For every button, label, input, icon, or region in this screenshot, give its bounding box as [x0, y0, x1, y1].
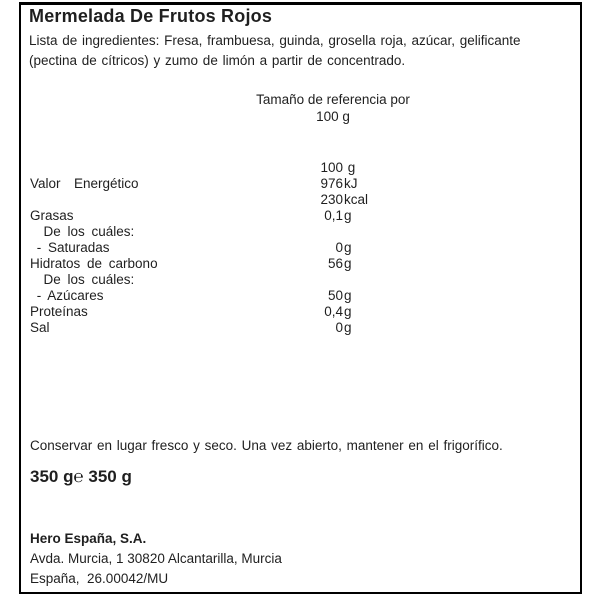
nutrition-table — [21, 160, 580, 336]
nutrient-amount: 976 — [320, 176, 343, 191]
reference-size-line1: Tamaño de referencia por — [256, 92, 410, 107]
nutrient-name: Hidratos de carbono — [30, 256, 158, 271]
nutrition-row-saturates — [21, 240, 580, 256]
ingredients-text: Lista de ingredientes: Fresa, frambuesa, guinda, grosella roja, azúcar, gelificante (pectina de cítricos) y zumo de limón a partir de concentrado. — [29, 33, 521, 68]
nutrition-column-header-row — [21, 160, 580, 176]
manufacturer-name: Hero España, S.A. — [30, 531, 147, 546]
reference-size-line2: 100 g — [316, 109, 350, 124]
nutrient-unit: g — [344, 160, 356, 175]
product-title: Mermelada De Frutos Rojos — [29, 6, 273, 26]
nutrition-row-of-which-1 — [21, 224, 580, 240]
nutrient-unit: g — [344, 256, 352, 271]
nutrient-amount: 230 — [320, 192, 343, 207]
nutrient-name: Grasas — [30, 208, 74, 223]
nutrition-row-sugars — [21, 288, 580, 304]
nutrition-row-energy — [21, 176, 580, 192]
nutrient-unit: g — [344, 240, 352, 255]
nutrient-amount: 0 — [335, 240, 343, 255]
nutrition-row-salt — [21, 320, 580, 336]
nutrition-row-energy-kcal — [21, 192, 580, 208]
nutrient-unit: kcal — [344, 192, 369, 207]
nutrient-name: Valor Energético — [30, 176, 139, 191]
manufacturer-address-line1: Avda. Murcia, 1 30820 Alcantarilla, Murcia — [30, 551, 282, 566]
reference-size-block — [133, 91, 533, 125]
storage-instructions: Conservar en lugar fresco y seco. Una vez abierto, mantener en el frigorífico. — [30, 438, 503, 453]
nutrition-row-carbohydrate — [21, 256, 580, 272]
nutrient-name: De los cuáles: — [30, 224, 135, 239]
nutrient-name: De los cuáles: — [30, 272, 135, 287]
nutrient-name: - Azúcares — [30, 288, 104, 303]
nutrient-amount: 0,4 — [324, 304, 343, 319]
nutrition-row-of-which-2 — [21, 272, 580, 288]
nutrient-amount: 0,1 — [324, 208, 343, 223]
nutrient-amount: 100 — [320, 160, 343, 175]
nutrition-row-protein — [21, 304, 580, 320]
nutrition-row-fat — [21, 208, 580, 224]
nutrient-name: Proteínas — [30, 304, 88, 319]
label-border-box — [19, 2, 582, 594]
manufacturer-block — [30, 529, 282, 589]
nutrient-unit: g — [344, 208, 352, 223]
nutrient-amount: 50 — [327, 288, 343, 303]
nutrient-name: - Saturadas — [30, 240, 110, 255]
manufacturer-address-line2: España, 26.00042/MU — [30, 571, 169, 586]
nutrient-unit: kJ — [344, 176, 358, 191]
nutrient-amount: 56 — [327, 256, 343, 271]
nutrient-unit: g — [344, 304, 352, 319]
nutrient-amount: 0 — [335, 320, 343, 335]
net-weight: 350 g℮ 350 g — [30, 467, 132, 486]
nutrient-name: Sal — [30, 320, 50, 335]
nutrient-unit: g — [344, 288, 352, 303]
nutrient-unit: g — [344, 320, 352, 335]
